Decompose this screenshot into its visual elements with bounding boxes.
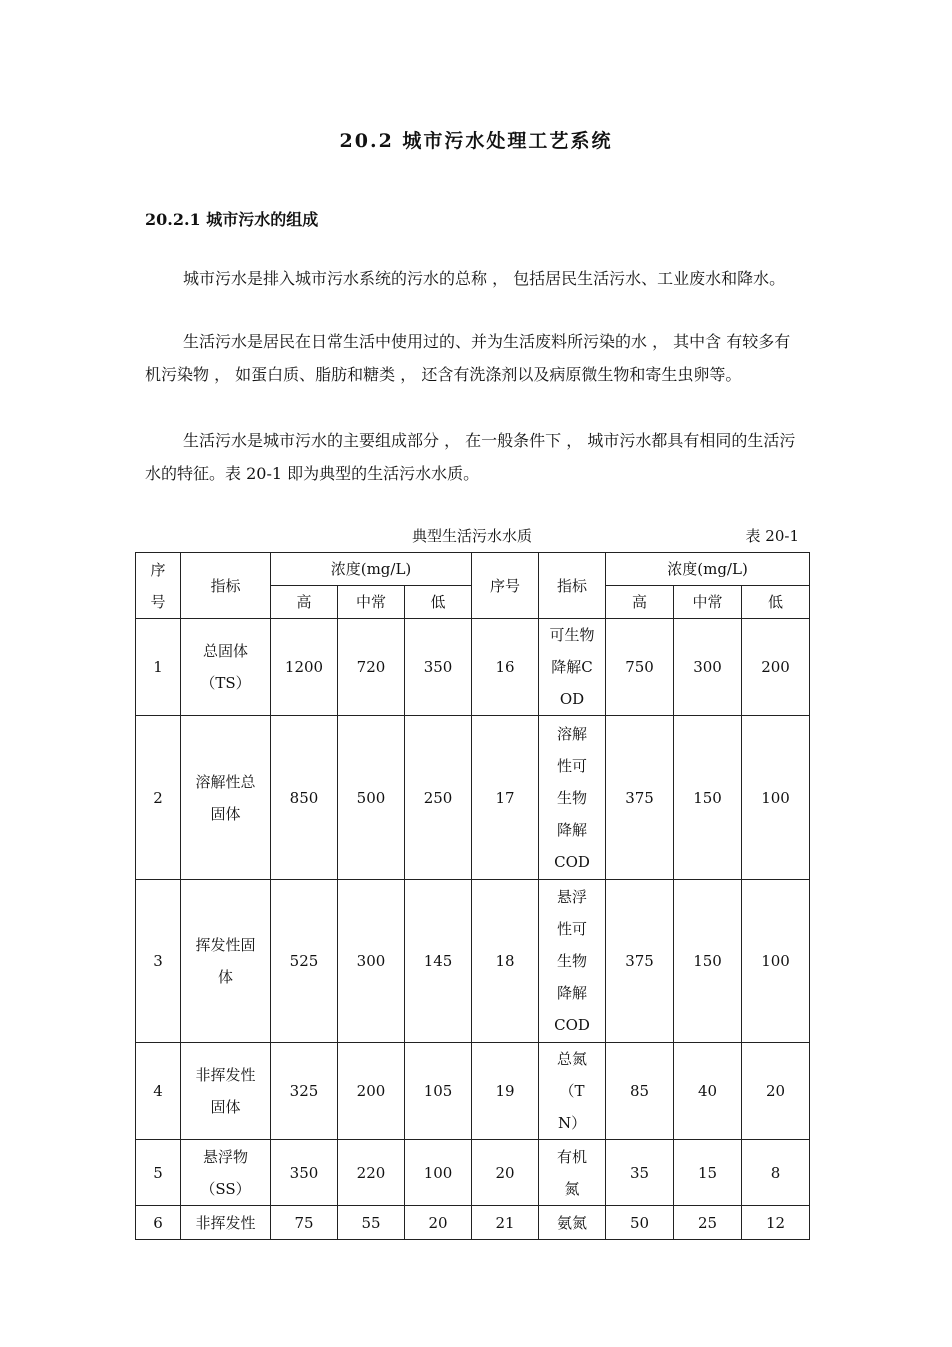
medium-cell: 300	[338, 880, 405, 1043]
index-cell: 氨氮	[539, 1206, 606, 1240]
high-cell: 750	[606, 619, 674, 716]
seq-cell: 16	[472, 619, 539, 716]
paragraph-3	[145, 424, 805, 490]
table-title: 典型生活污水水质	[411, 527, 532, 545]
high-cell: 50	[606, 1206, 674, 1240]
seq-cell: 3	[136, 880, 181, 1043]
table-caption	[135, 525, 809, 547]
high-cell: 375	[606, 880, 674, 1043]
medium-cell: 500	[338, 716, 405, 880]
header-index-right: 指标	[539, 553, 606, 619]
index-cell: 总氮（TN）	[539, 1043, 606, 1140]
seq-cell: 19	[472, 1043, 539, 1140]
low-cell: 100	[742, 880, 810, 1043]
high-cell: 350	[271, 1140, 338, 1206]
medium-cell: 150	[674, 716, 742, 880]
seq-cell: 4	[136, 1043, 181, 1140]
header-medium-right: 中常	[674, 586, 742, 619]
water-quality-table	[135, 552, 810, 1240]
header-concentration-right: 浓度(mg/L)	[606, 553, 810, 586]
medium-cell: 55	[338, 1206, 405, 1240]
medium-cell: 25	[674, 1206, 742, 1240]
header-index-left: 指标	[181, 553, 271, 619]
low-cell: 8	[742, 1140, 810, 1206]
table-row	[136, 880, 810, 1043]
medium-cell: 220	[338, 1140, 405, 1206]
seq-cell: 1	[136, 619, 181, 716]
index-cell: 挥发性固体	[181, 880, 271, 1043]
index-cell: 溶解性可生物降解COD	[539, 716, 606, 880]
index-cell: 可生物降解COD	[539, 619, 606, 716]
header-medium-left: 中常	[338, 586, 405, 619]
table-row	[136, 1043, 810, 1140]
seq-cell: 21	[472, 1206, 539, 1240]
index-cell: 总固体（TS）	[181, 619, 271, 716]
table-row	[136, 619, 810, 716]
page-title: 20.2 城市污水处理工艺系统	[339, 130, 613, 152]
header-high-right: 高	[606, 586, 674, 619]
low-cell: 250	[405, 716, 472, 880]
table-row	[136, 1206, 810, 1240]
index-cell: 非挥发性固体	[181, 1043, 271, 1140]
high-cell: 85	[606, 1043, 674, 1140]
seq-cell: 2	[136, 716, 181, 880]
high-cell: 850	[271, 716, 338, 880]
low-cell: 350	[405, 619, 472, 716]
low-cell: 20	[742, 1043, 810, 1140]
header-concentration-left: 浓度(mg/L)	[271, 553, 472, 586]
seq-cell: 18	[472, 880, 539, 1043]
paragraph-1-text: 城市污水是排入城市污水系统的污水的总称 ， 包括居民生活污水、工业废水和降水。	[183, 269, 786, 288]
medium-cell: 40	[674, 1043, 742, 1140]
high-cell: 525	[271, 880, 338, 1043]
medium-cell: 200	[338, 1043, 405, 1140]
low-cell: 105	[405, 1043, 472, 1140]
header-low-right: 低	[742, 586, 810, 619]
high-cell: 1200	[271, 619, 338, 716]
table-number: 表 20-1	[745, 527, 799, 545]
table-row	[136, 716, 810, 880]
header-high-left: 高	[271, 586, 338, 619]
low-cell: 145	[405, 880, 472, 1043]
paragraph-3-text: 生活污水是城市污水的主要组成部分 ， 在一般条件下 ， 城市污水都具有相同的生活污水的特征。表 20-1 即为典型的生活污水水质。	[145, 431, 796, 483]
index-cell: 悬浮物（SS）	[181, 1140, 271, 1206]
seq-cell: 20	[472, 1140, 539, 1206]
medium-cell: 300	[674, 619, 742, 716]
index-cell: 溶解性总固体	[181, 716, 271, 880]
section-heading: 20.2.1 城市污水的组成	[145, 210, 319, 229]
paragraph-1	[145, 262, 805, 295]
seq-cell: 17	[472, 716, 539, 880]
header-low-left: 低	[405, 586, 472, 619]
header-seq-right: 序号	[472, 553, 539, 619]
index-cell: 非挥发性	[181, 1206, 271, 1240]
high-cell: 75	[271, 1206, 338, 1240]
medium-cell: 15	[674, 1140, 742, 1206]
high-cell: 375	[606, 716, 674, 880]
high-cell: 325	[271, 1043, 338, 1140]
low-cell: 100	[405, 1140, 472, 1206]
medium-cell: 720	[338, 619, 405, 716]
low-cell: 12	[742, 1206, 810, 1240]
table-header-row	[136, 553, 810, 586]
seq-cell: 5	[136, 1140, 181, 1206]
header-seq-left: 序号	[136, 553, 181, 619]
paragraph-2	[145, 325, 805, 391]
low-cell: 100	[742, 716, 810, 880]
table-row	[136, 1140, 810, 1206]
index-cell: 有机氮	[539, 1140, 606, 1206]
low-cell: 20	[405, 1206, 472, 1240]
paragraph-2-text: 生活污水是居民在日常生活中使用过的、并为生活废料所污染的水 ， 其中含 有较多有机污染物 ， 如蛋白质、脂肪和糖类 ， 还含有洗涤剂以及病原微生物和寄生虫卵等。	[145, 332, 791, 384]
medium-cell: 150	[674, 880, 742, 1043]
index-cell: 悬浮性可生物降解COD	[539, 880, 606, 1043]
low-cell: 200	[742, 619, 810, 716]
high-cell: 35	[606, 1140, 674, 1206]
seq-cell: 6	[136, 1206, 181, 1240]
